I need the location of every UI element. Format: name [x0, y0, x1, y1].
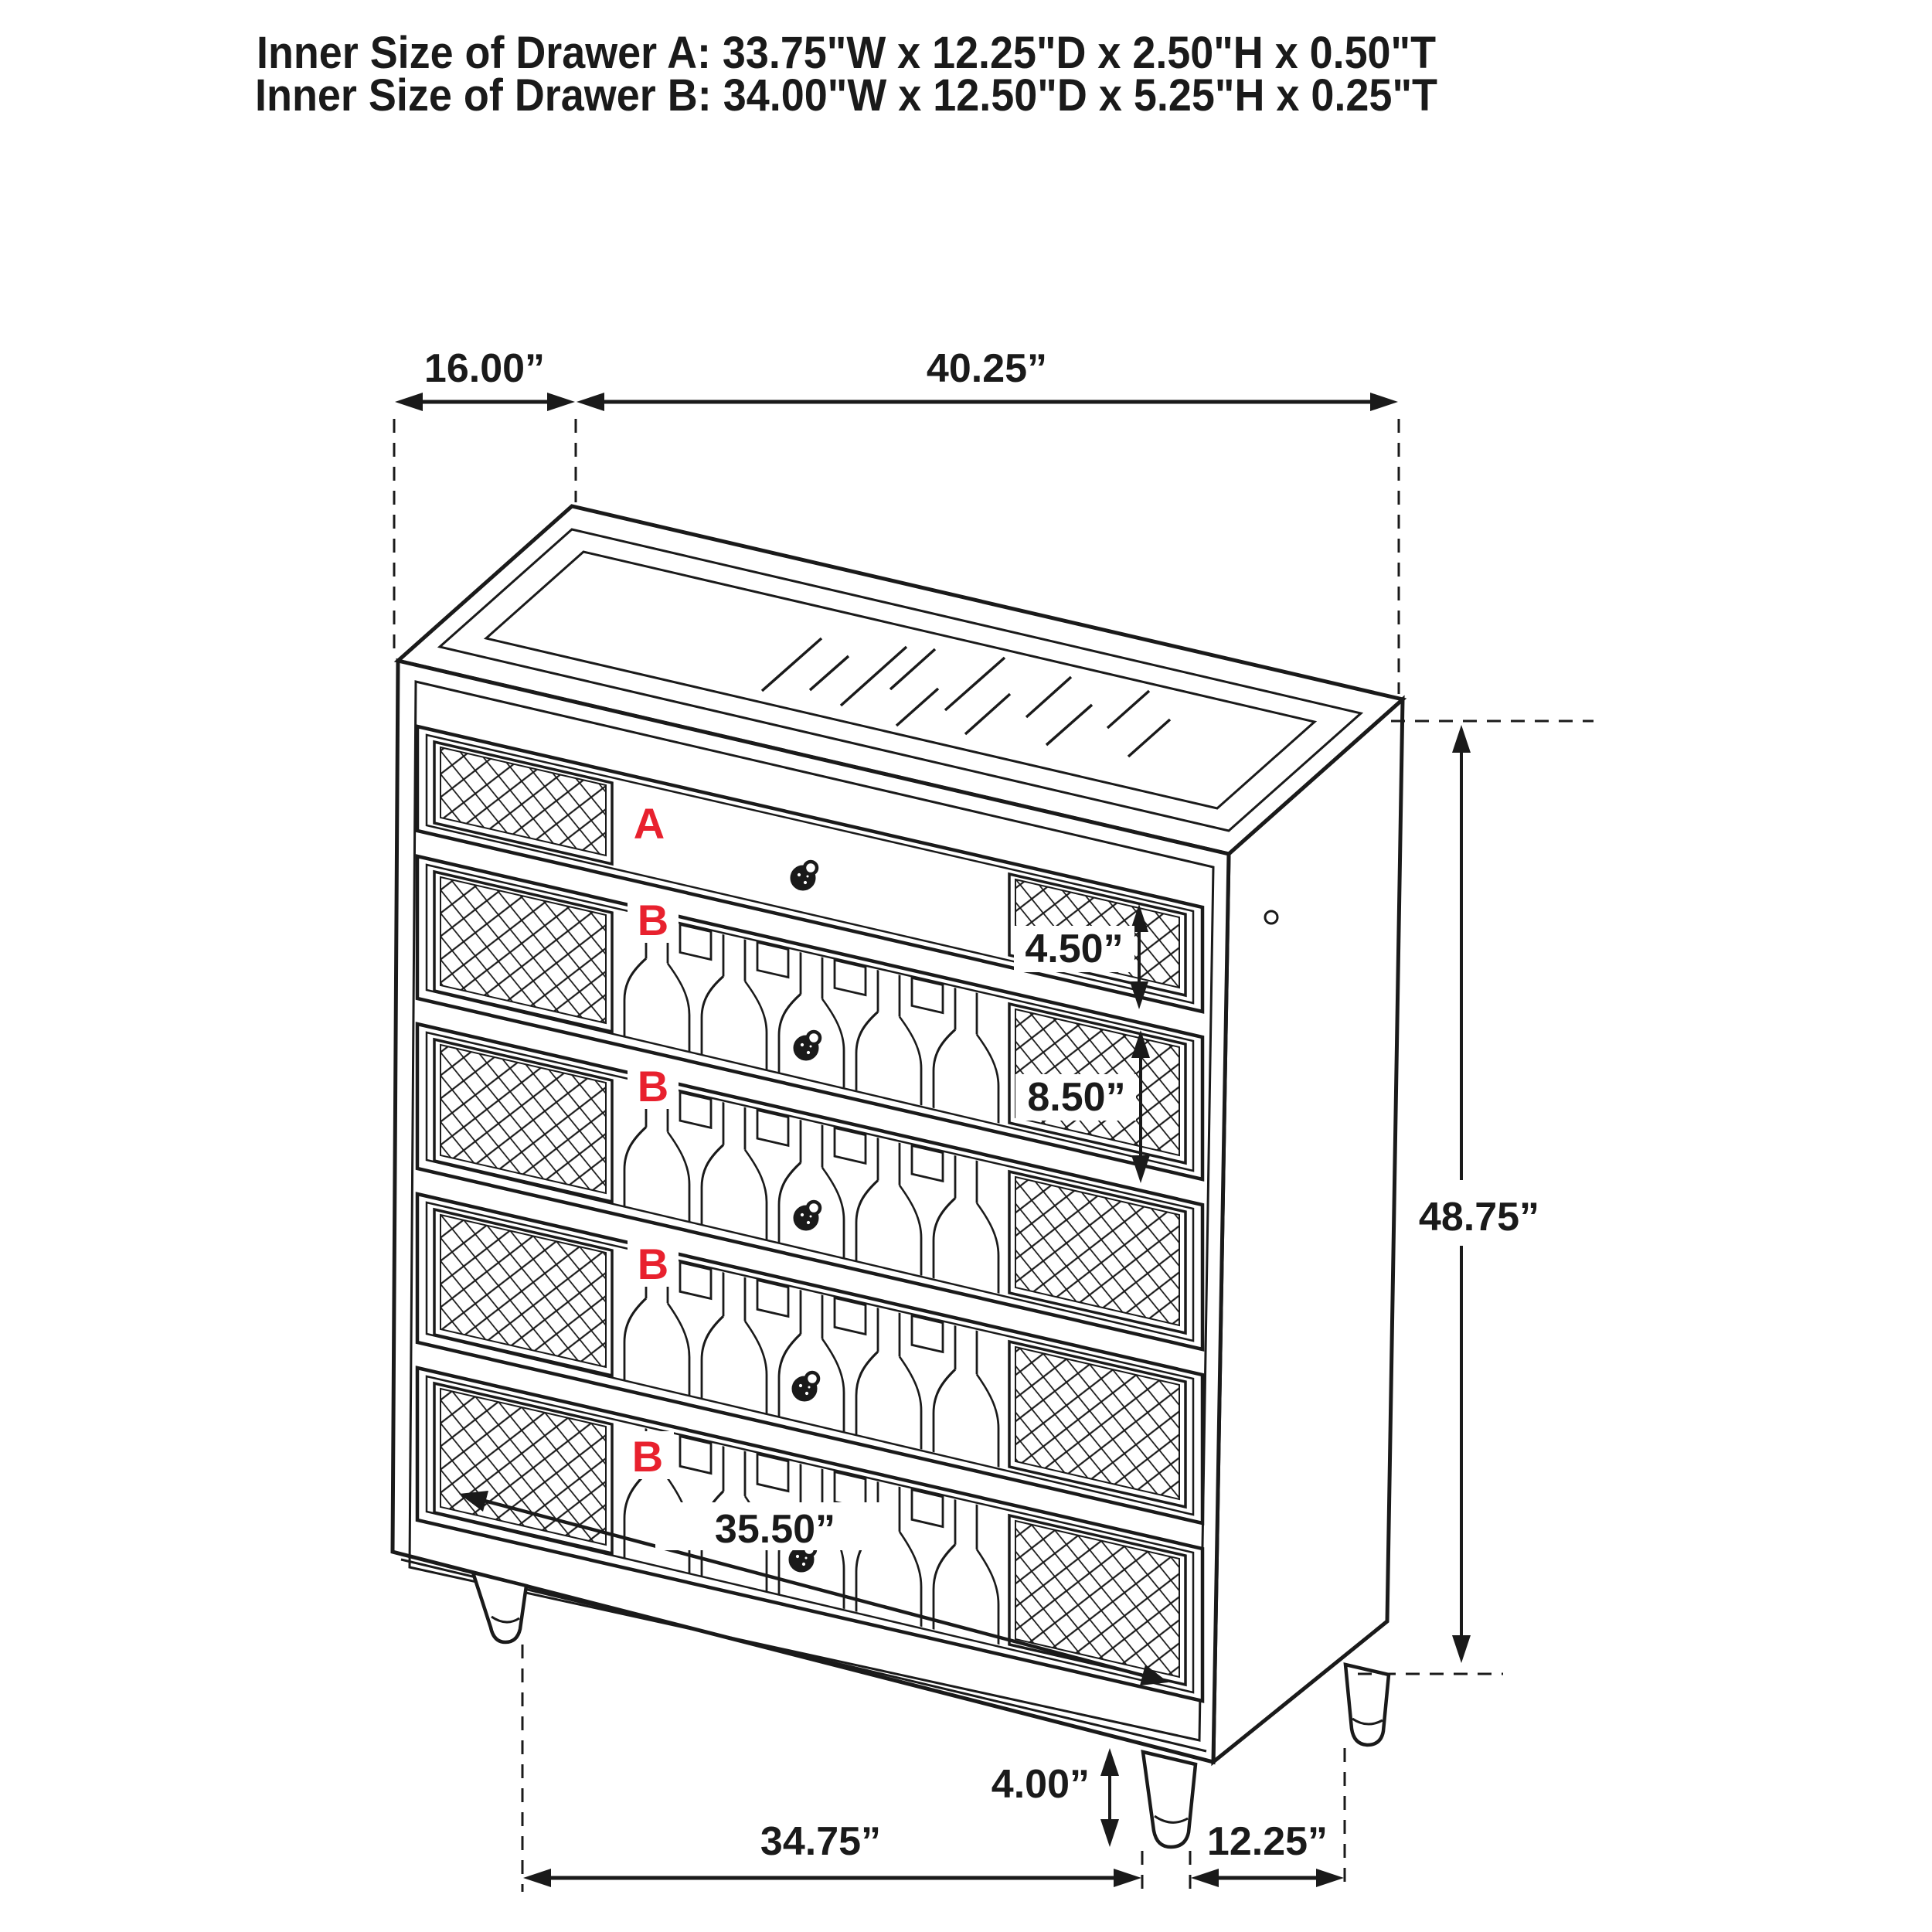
chest-side-panel: [1213, 699, 1403, 1762]
drawer-b3-label: B: [637, 1240, 669, 1288]
dim-drawer-b-height-label: 8.50”: [1027, 1075, 1126, 1120]
title-line-2: Inner Size of Drawer B: 34.00"W x 12.50"D x 5.25"H x 0.25"T: [255, 70, 1437, 121]
drawer-b2-label: B: [637, 1062, 669, 1111]
dim-bottom-depth: [1191, 1819, 1344, 1887]
drawer-b4-label: B: [631, 1432, 664, 1481]
diagram-title: [255, 28, 1437, 121]
title-line-1: Inner Size of Drawer A: 33.75"W x 12.25"D x 2.50"H x 0.50"T: [257, 28, 1436, 78]
back-right-leg: [1345, 1665, 1389, 1745]
dim-top-depth-label: 16.00”: [423, 346, 546, 391]
dim-leg-height-label: 4.00”: [991, 1762, 1090, 1807]
dim-bottom-depth-label: 12.25”: [1206, 1819, 1328, 1864]
drawer-a-label: A: [633, 799, 665, 848]
dim-drawer-width-label: 35.50”: [714, 1507, 836, 1552]
side-panel-peg-hole: [1265, 911, 1277, 923]
drawer-b1-label: B: [637, 896, 669, 944]
dim-bottom-width-label: 34.75”: [760, 1819, 882, 1864]
dim-top-width-label: 40.25”: [926, 346, 1048, 391]
dim-drawer-a-height-label: 4.50”: [1025, 927, 1124, 971]
dim-overall-height-label: 48.75”: [1418, 1195, 1540, 1240]
